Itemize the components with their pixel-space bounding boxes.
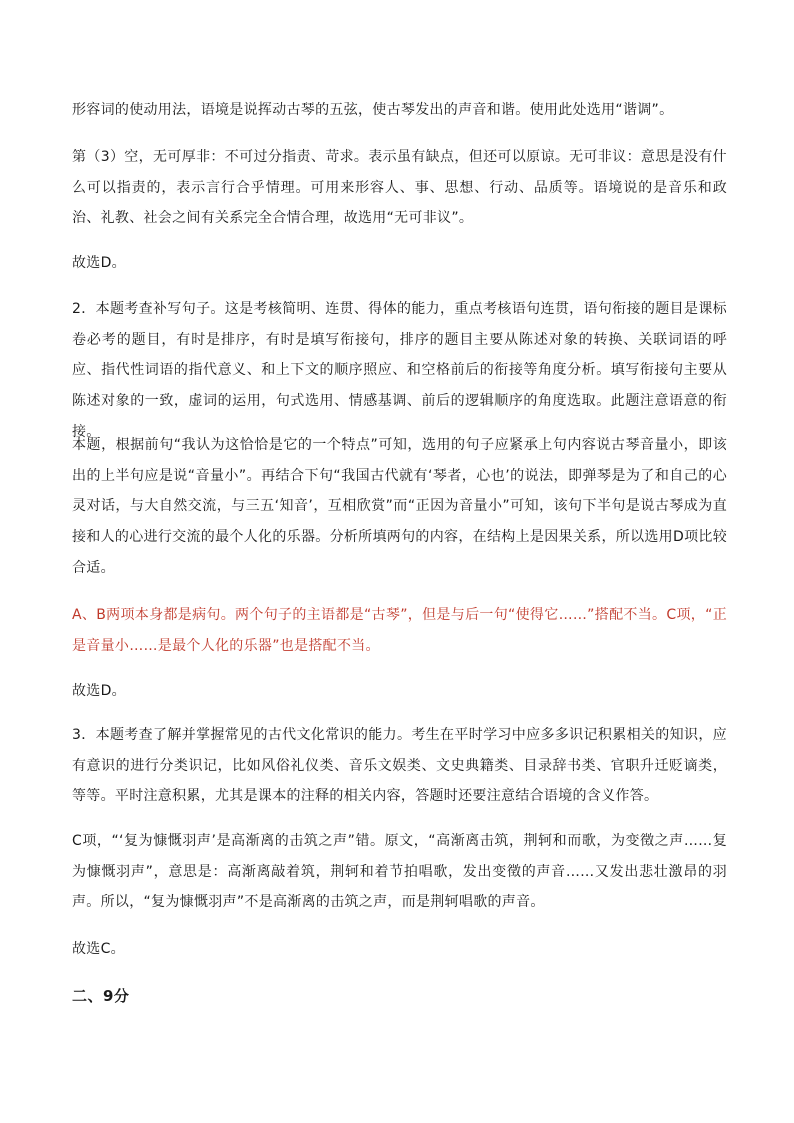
paragraph-harmony-explanation: 形容词的使动用法，语境是说挥动古琴的五弦，使古琴发出的声音和谐。使用此处选用“谐调”。: [72, 102, 674, 118]
paragraph-question-2-reasoning: 本题，根据前句“我认为这恰恰是它的一个特点”可知，选用的句子应紧承上句内容说古琴音量小，即该出的上半句应是说“音量小”。再结合下句“我国古代就有‘琴者，心也’的说法，即弹琴是为了和自己的心灵对话，与大自然交流，与三五‘知音’，互相欣赏”而“正因为音量小”可知，该句下半句是说古琴成为直接和人的心进行交流的最个人化的乐器。分析所填两句的内容，在结构上是因果关系，所以选用D项比较合适。: [72, 437, 727, 576]
section-heading: 二、9分: [72, 987, 130, 1005]
paragraph-answer-3: 故选C。: [72, 941, 125, 957]
paragraph-answer-2: 故选D。: [72, 683, 126, 699]
paragraph-question-2-analysis: 2．本题考查补写句子。这是考核简明、连贯、得体的能力，重点考核语句连贯，语句衔接的题目是课标卷必考的题目，有时是排序，有时是填写衔接句，排序的题目主要从陈述对象的转换、关联词语的呼应、指代性词语的指代意义、和上下文的顺序照应、和空格前后的衔接等角度分析。填写衔接句主要从陈述对象的一致，虚词的运用，句式选用、情感基调、前后的逻辑顺序的角度选取。此题注意语意的衔接。: [72, 301, 727, 440]
paragraph-option-c-analysis: C项，“‘复为慷慨羽声’是高渐离的击筑之声”错。原文，“高渐离击筑，荆轲和而歌，为变徵之声……复为慷慨羽声”，意思是：高渐离敲着筑，荆轲和着节拍唱歌，发出变徵的声音……又发出悲壮激昂的羽声。所以，“复为慷慨羽声”不是高渐离的击筑之声，而是荆轲唱歌的声音。: [72, 833, 727, 911]
paragraph-answer-1: 故选D。: [72, 255, 126, 271]
paragraph-question-3-analysis: 3．本题考查了解并掌握常见的古代文化常识的能力。考生在平时学习中应多多识记积累相关的知识，应有意识的进行分类识记，比如风俗礼仪类、音乐文娱类、文史典籍类、目录辞书类、官职升迁贬谪类，等等。平时注意积累，尤其是课本的注释的相关内容，答题时还要注意结合语境的含义作答。: [72, 727, 727, 805]
paragraph-options-ab-c-analysis: A、B两项本身都是病句。两个句子的主语都是“古琴”，但是与后一句“使得它……”搭配不当。C项，“正是音量小……是最个人化的乐器”也是搭配不当。: [72, 607, 727, 654]
paragraph-blank-3-explanation: 第（3）空，无可厚非：不可过分指责、苛求。表示虽有缺点，但还可以原谅。无可非议：意思是没有什么可以指责的，表示言行合乎情理。可用来形容人、事、思想、行动、品质等。语境说的是音乐和政治、礼教、社会之间有关系完全合情合理，故选用“无可非议”。: [72, 149, 727, 227]
